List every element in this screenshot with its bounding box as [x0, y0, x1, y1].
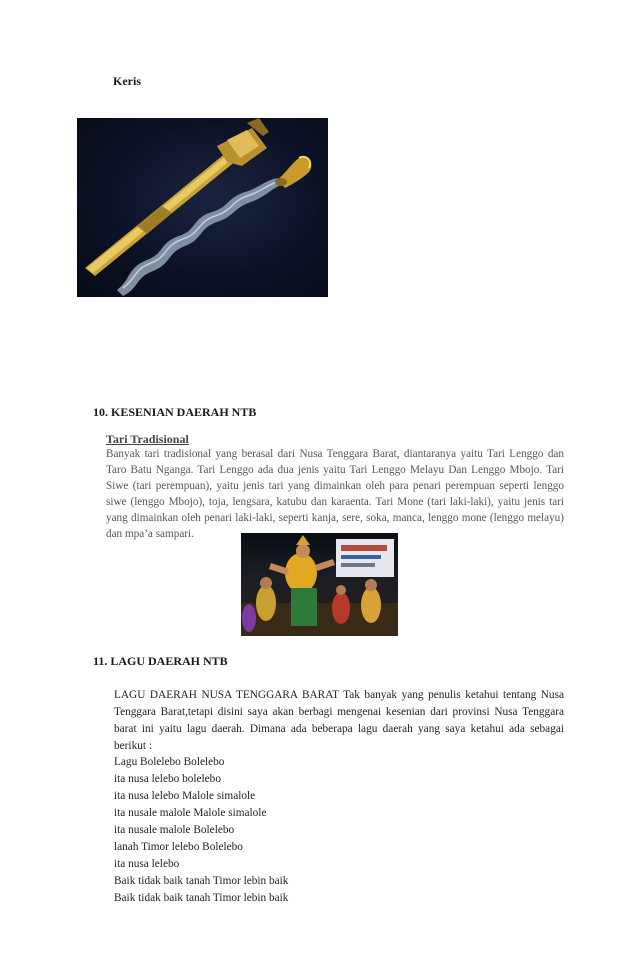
section-11-heading: 11. LAGU DAERAH NTB — [93, 654, 228, 668]
lyric-line: Baik tidak baik tanah Timor lebin baik — [114, 875, 289, 887]
song-lyrics — [114, 754, 288, 907]
section-10-subheading: Tari Tradisional — [106, 432, 189, 446]
section-10-paragraph: Banyak tari tradisional yang berasal dari Nusa Tenggara Barat, diantaranya yaitu Tari Lenggo dan Taro Batu Nganga. Tari Lenggo ada dua jenis yaitu Tari Lenggo Melayu Dan Lenggo Mbojo. Tari Siwe (tari perempuan), yaitu jenis tari yang dimainkan oleh para penari perempuan seperti lenggo siwe (lenggo Mbojo), toja, lengsara, katubu dan karaenta. Tari Mone (tari laki-laki), yaitu jenis tari yang dimainkan oleh penari laki-laki, seperti kanja, sere, soka, manca, lenggo mone (lenggo melayu) dan mpa’a sampari. — [106, 448, 564, 540]
section-10-heading: 10. KESENIAN DAERAH NTB — [93, 405, 257, 419]
lyric-line: ita nusale malole Malole simalole — [114, 807, 267, 819]
lyric-line: lanah Timor lelebo Bolelebo — [114, 841, 243, 853]
lyric-line: ita nusa lelebo bolelebo — [114, 773, 221, 785]
lyric-line: ita nusale malole Bolelebo — [114, 824, 235, 836]
lyric-line: ita nusa lelebo Malole simalole — [114, 790, 256, 802]
lyric-line: ita nusa lelebo — [114, 858, 180, 870]
dance-photo — [241, 533, 398, 636]
image-caption: Keris — [113, 74, 141, 88]
lyric-line: Lagu Bolelebo Bolelebo — [114, 756, 225, 768]
traditional-dance-illustration — [241, 533, 398, 636]
keris-photo — [77, 118, 328, 297]
lyric-line: Baik tidak baik tanah Timor lebin baik — [114, 892, 289, 904]
section-11-paragraph: LAGU DAERAH NUSA TENGGARA BARAT Tak banyak yang penulis ketahui tentang Nusa Tenggara Barat,tetapi disini saya akan berbagi mengenai kesenian dari provinsi Nusa Tenggara barat ini yaitu lagu daerah. Dimana ada beberapa lagu daerah yang saya ketahui ada sebagai berikut : — [114, 689, 564, 752]
keris-dagger-illustration — [77, 118, 328, 297]
